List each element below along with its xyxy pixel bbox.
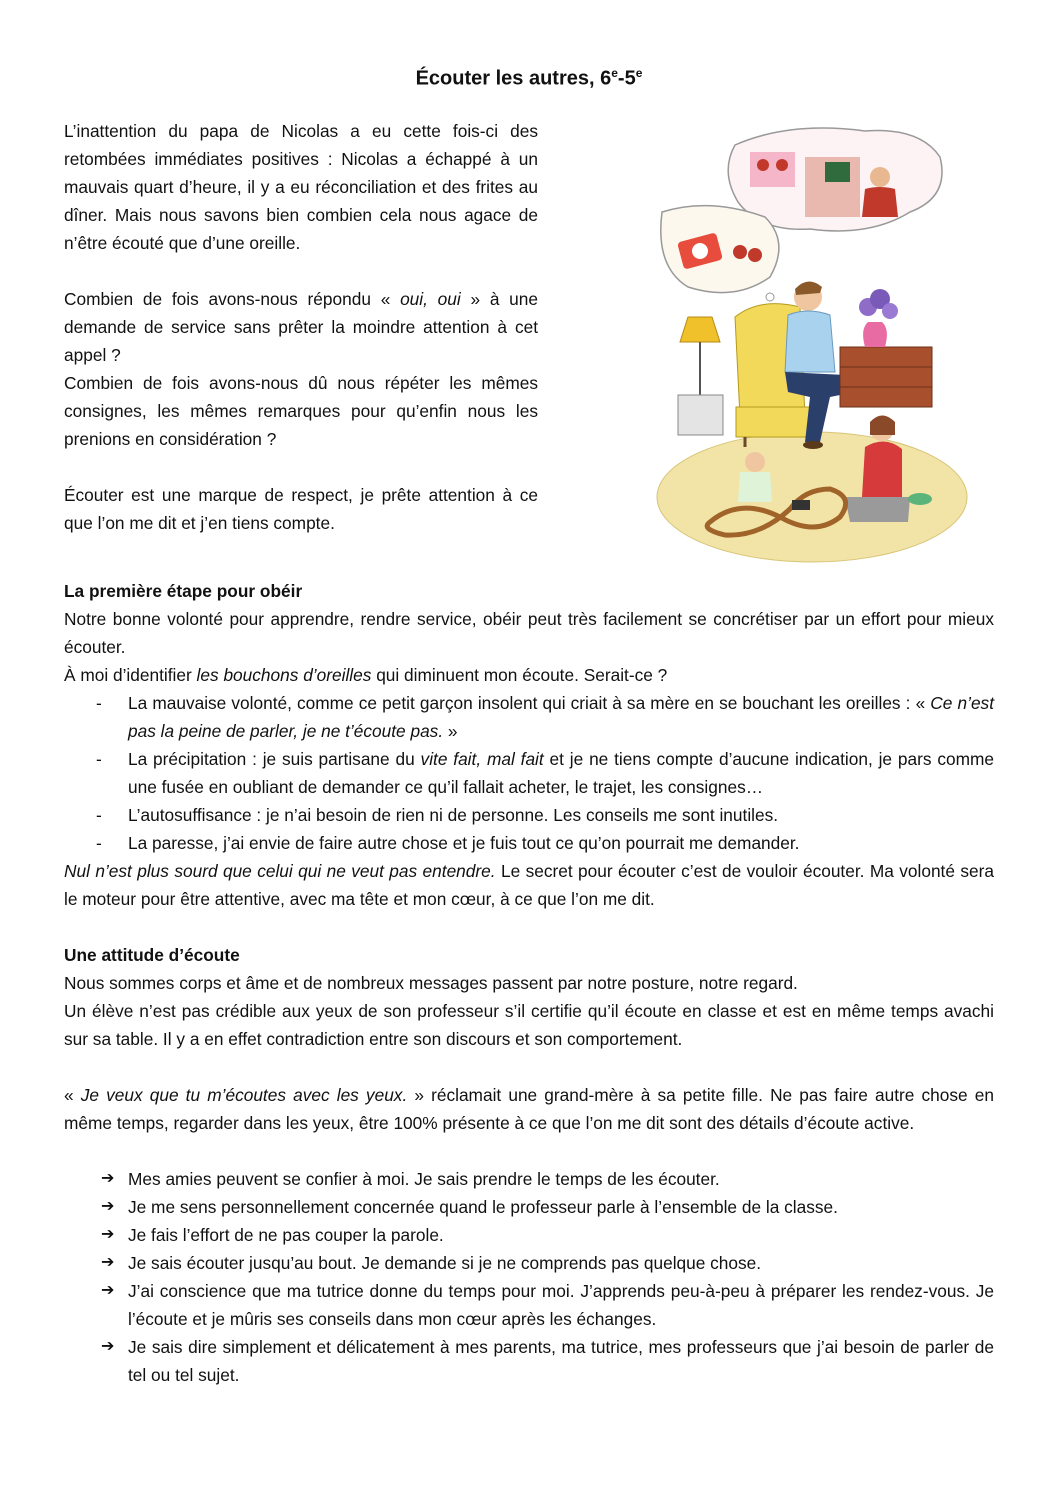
intro-paragraph-4: Écouter est une marque de respect, je prête attention à ce que l’on me dit et j’en tiens compte. xyxy=(64,485,538,533)
list-item: ➔ Mes amies peuvent se confier à moi. Je sais prendre le temps de les écouter. xyxy=(64,1165,994,1193)
page-title: Écouter les autres, 6e-5e xyxy=(415,66,643,90)
section1-paragraph-1: Notre bonne volonté pour apprendre, rendre service, obéir peut très facilement se concrétiser par un effort pour mieux écouter. xyxy=(64,609,994,657)
main-text xyxy=(64,577,994,1389)
list-item: ➔ J’ai conscience que ma tutrice donne du temps pour moi. J’apprends peu-à-peu à préparer les rendez-vous. Je l’écoute et je mûris ses conseils dans mon cœur après les échanges. xyxy=(64,1277,994,1333)
family-listening-illustration xyxy=(640,117,984,573)
intro-text xyxy=(64,117,538,565)
list-item: - L’autosuffisance : je n’ai besoin de rien ni de personne. Les conseils me sont inutiles. xyxy=(64,801,994,829)
intro-paragraph-1: L’inattention du papa de Nicolas a eu cette fois-ci des retombées immédiates positives : Nicolas a échappé à un mauvais quart d’heure, il y a eu réconciliation et des frites au dîner. Mais nous savons bien combien cela nous agace de n’être écouté que d’une oreille. xyxy=(64,121,538,253)
section2-paragraph-3: « Je veux que tu m’écoutes avec les yeux. » réclamait une grand-mère à sa petite fille. Ne pas faire autre chose en même temps, regarder dans les yeux, être 100% présente à ce que l’on me dit sont des détails d’écoute active. xyxy=(64,1085,994,1133)
section-heading-listening-attitude: Une attitude d’écoute xyxy=(64,945,240,965)
section2-paragraph-2: Un élève n’est pas crédible aux yeux de son professeur s’il certifie qu’il écoute en classe et est en même temps avachi sur sa table. Il y a en effet contradiction entre son discours et son comportement. xyxy=(64,1001,994,1049)
list-item: ➔ Je fais l’effort de ne pas couper la parole. xyxy=(64,1221,994,1249)
arrow-right-icon: ➔ xyxy=(101,1282,115,1299)
section2-paragraph-1: Nous sommes corps et âme et de nombreux messages passent par notre posture, notre regard. xyxy=(64,973,798,993)
resolutions-list xyxy=(64,1165,994,1389)
section-heading-first-step: La première étape pour obéir xyxy=(64,581,303,601)
arrow-right-icon: ➔ xyxy=(101,1338,115,1355)
intro-paragraph-3: Combien de fois avons-nous dû nous répéter les mêmes consignes, les mêmes remarques pour qu’enfin nous les prenions en considération ? xyxy=(64,373,538,449)
section1-paragraph-2: À moi d’identifier les bouchons d’oreilles qui diminuent mon écoute. Serait-ce ? xyxy=(64,665,668,685)
arrow-right-icon: ➔ xyxy=(101,1254,115,1271)
section1-paragraph-3: Nul n’est plus sourd que celui qui ne veut pas entendre. Le secret pour écouter c’est de vouloir écouter. Ma volonté sera le moteur pour être attentive, avec ma tête et mon cœur, à ce que l’on me dit. xyxy=(64,861,994,909)
arrow-right-icon: ➔ xyxy=(101,1170,115,1187)
list-item: ➔ Je sais dire simplement et délicatement à mes parents, ma tutrice, mes professeurs que j’ai besoin de parler de tel ou tel sujet. xyxy=(64,1333,994,1389)
earplugs-list xyxy=(64,689,994,857)
list-item: ➔ Je me sens personnellement concernée quand le professeur parle à l’ensemble de la classe. xyxy=(64,1193,994,1221)
intro-paragraph-2: Combien de fois avons-nous répondu « oui, oui » à une demande de service sans prêter la moindre attention à cet appel ? xyxy=(64,289,538,365)
list-item: - La mauvaise volonté, comme ce petit garçon insolent qui criait à sa mère en se bouchant les oreilles : « Ce n’est pas la peine de parler, je ne t’écoute pas. » xyxy=(64,689,994,745)
arrow-right-icon: ➔ xyxy=(101,1226,115,1243)
list-item: ➔ Je sais écouter jusqu’au bout. Je demande si je ne comprends pas quelque chose. xyxy=(64,1249,994,1277)
list-item: - La précipitation : je suis partisane du vite fait, mal fait et je ne tiens compte d’aucune indication, je pars comme une fusée en oubliant de demander ce qu’il fallait acheter, le trajet, les consignes… xyxy=(64,745,994,801)
list-item: - La paresse, j’ai envie de faire autre chose et je fuis tout ce qu’on pourrait me demander. xyxy=(64,829,994,857)
arrow-right-icon: ➔ xyxy=(101,1198,115,1215)
